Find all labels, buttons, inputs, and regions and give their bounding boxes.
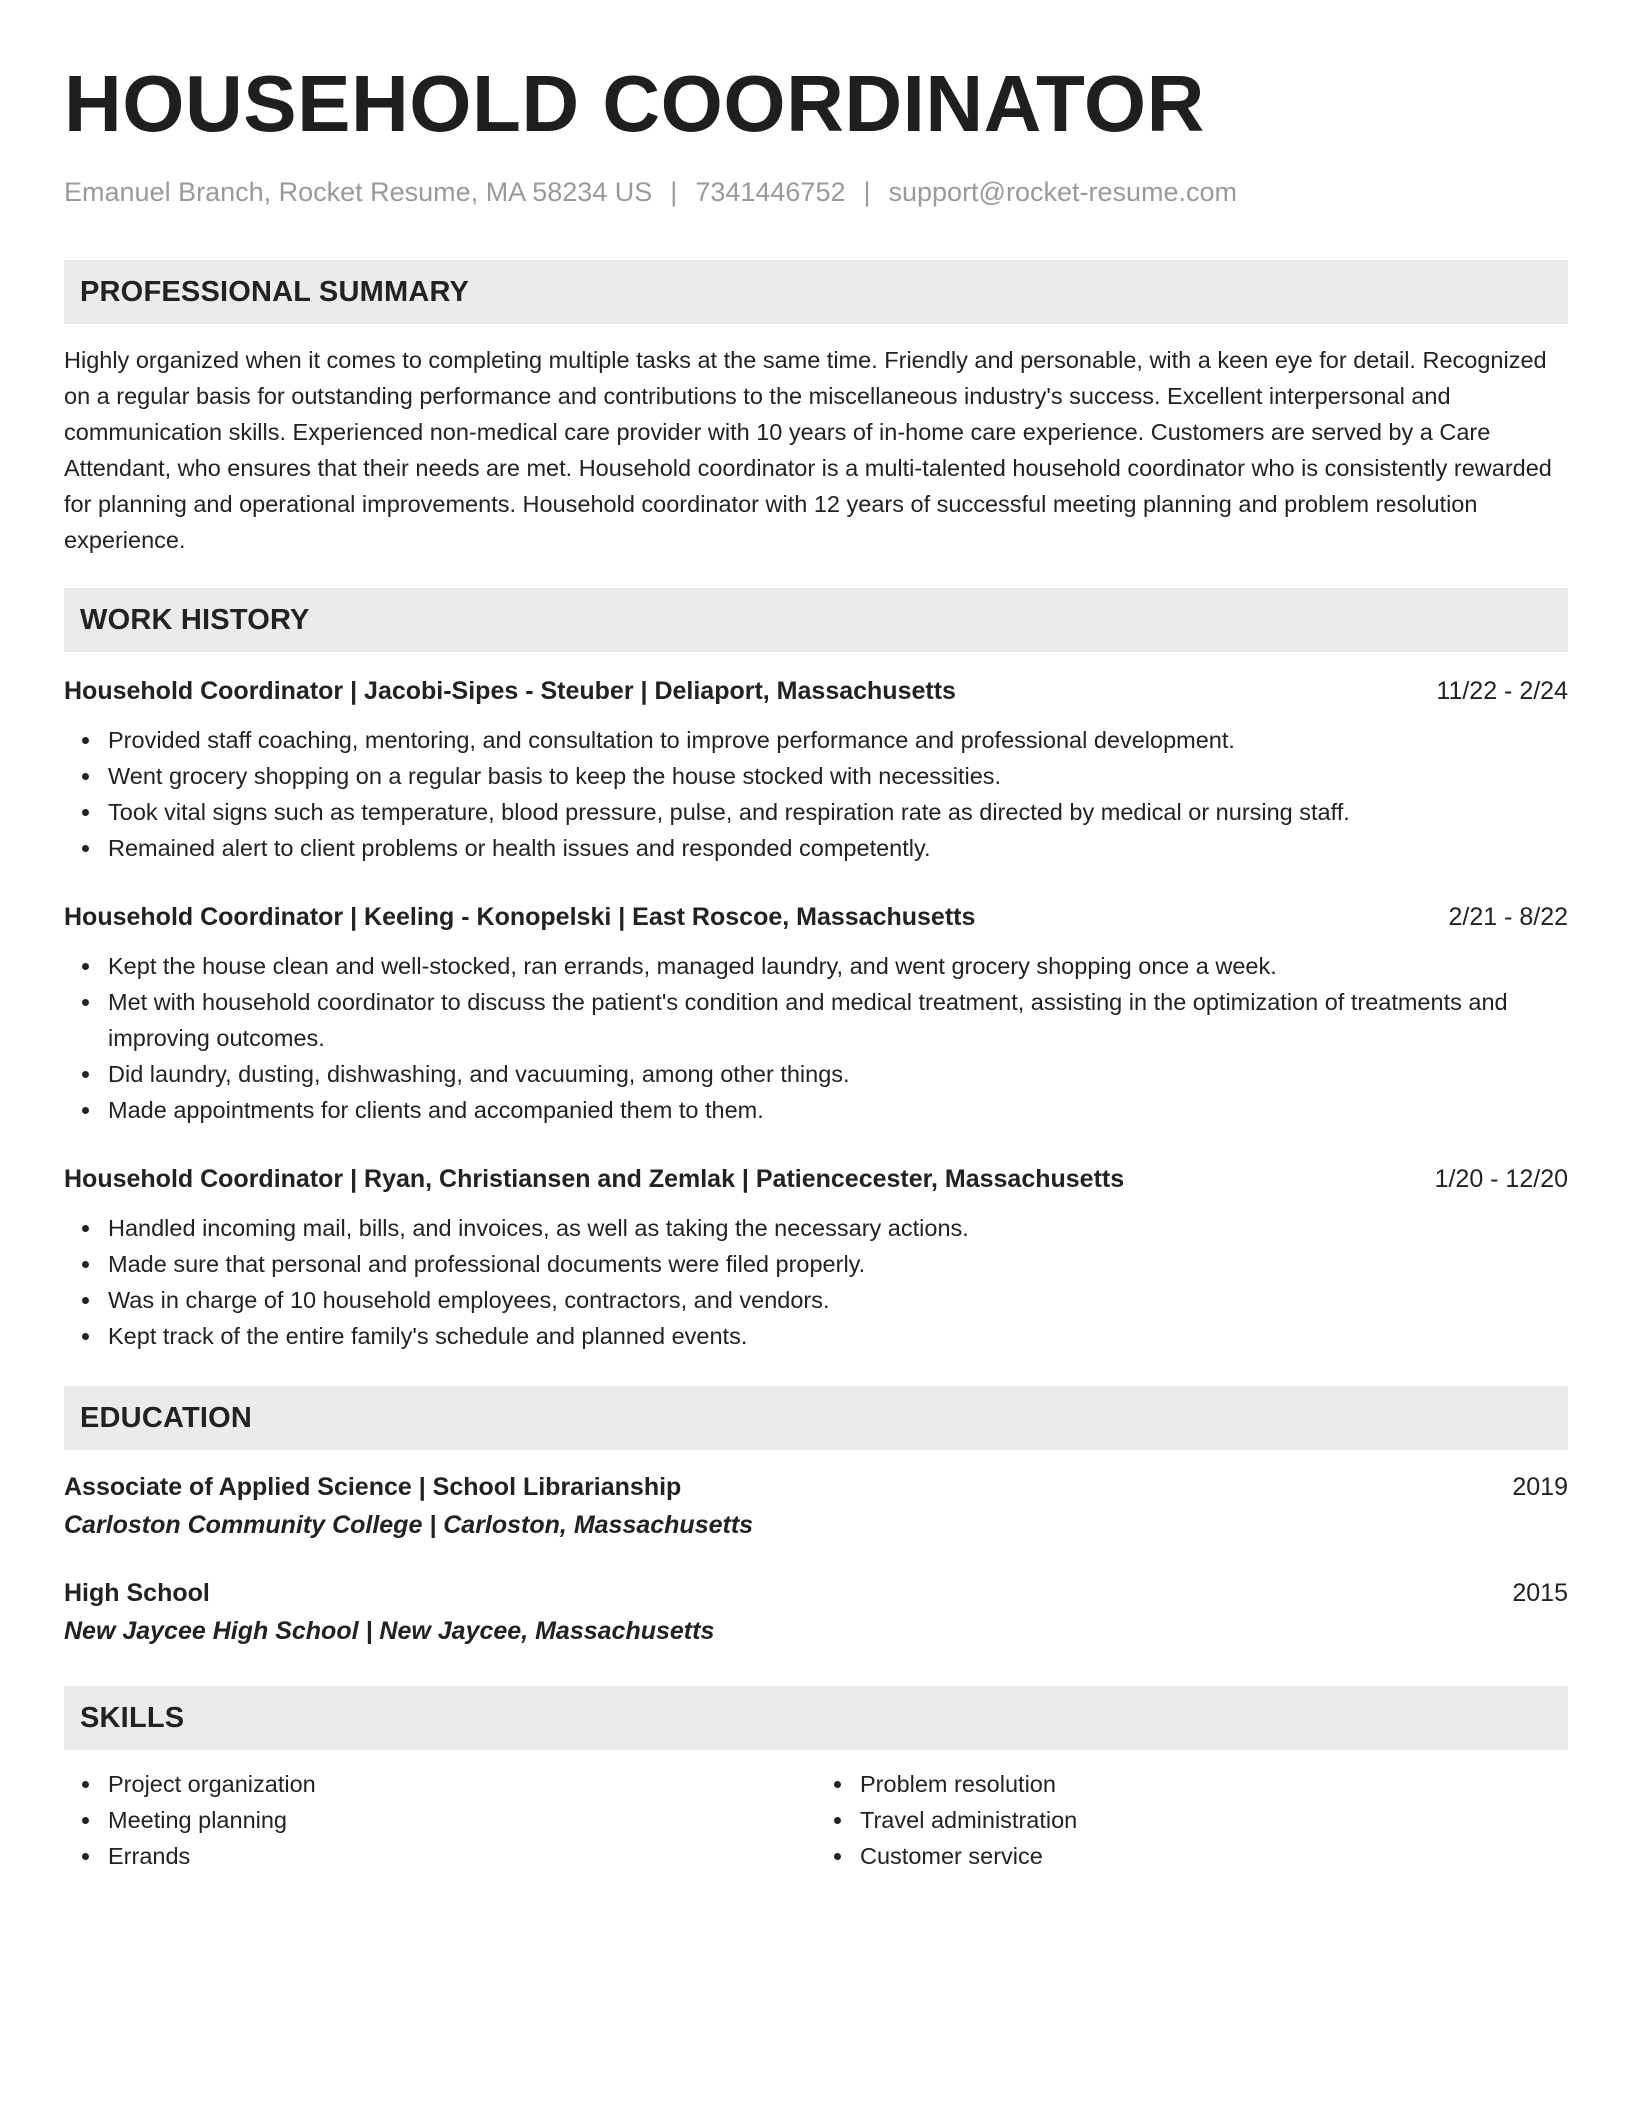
job-bullet: Remained alert to client problems or health issues and responded competently. (108, 830, 1568, 866)
skill-item: Travel administration (860, 1802, 1568, 1838)
education-school: Carloston Community College | Carloston, Massachusetts (64, 1511, 754, 1539)
job-bullet-list (64, 948, 1568, 1128)
contact-address: Emanuel Branch, Rocket Resume, MA 58234 US (64, 177, 653, 207)
job-title: Household Coordinator | Keeling - Konopelski | East Roscoe, Massachusetts (64, 903, 976, 931)
job-bullet: Went grocery shopping on a regular basis to keep the house stocked with necessities. (108, 758, 1568, 794)
job-title: Household Coordinator | Ryan, Christiansen and Zemlak | Patiencecester, Massachusetts (64, 1165, 1125, 1193)
education-entry (64, 1468, 1568, 1544)
job-header (64, 1162, 1568, 1196)
education-year: 2015 (1512, 1579, 1568, 1607)
section-heading-skills: SKILLS (64, 1686, 1568, 1750)
contact-email: support@rocket-resume.com (888, 177, 1238, 207)
job-entry (64, 674, 1568, 866)
contact-separator: | (863, 177, 871, 207)
job-bullet: Kept the house clean and well-stocked, ran errands, managed laundry, and went grocery shopping once a week. (108, 948, 1568, 984)
section-heading-work-history: WORK HISTORY (64, 588, 1568, 652)
job-dates: 11/22 - 2/24 (1436, 677, 1568, 705)
education-school: New Jaycee High School | New Jaycee, Massachusetts (64, 1617, 715, 1645)
job-header (64, 674, 1568, 708)
section-heading-education: EDUCATION (64, 1386, 1568, 1450)
resume-title: HOUSEHOLD COORDINATOR (64, 59, 1205, 148)
job-bullet: Was in charge of 10 household employees, contractors, and vendors. (108, 1282, 1568, 1318)
skills-list (64, 1766, 816, 1874)
skill-item: Customer service (860, 1838, 1568, 1874)
skills-grid (64, 1766, 1568, 1874)
job-bullet: Took vital signs such as temperature, blood pressure, pulse, and respiration rate as directed by medical or nursing staff. (108, 794, 1568, 830)
education-header (64, 1468, 1568, 1506)
skill-item: Problem resolution (860, 1766, 1568, 1802)
education-year: 2019 (1512, 1473, 1568, 1501)
contact-phone: 7341446752 (695, 177, 846, 207)
job-bullet: Provided staff coaching, mentoring, and consultation to improve performance and professional development. (108, 722, 1568, 758)
job-entry (64, 1162, 1568, 1354)
section-heading-summary: PROFESSIONAL SUMMARY (64, 260, 1568, 324)
education-entry (64, 1574, 1568, 1650)
education-degree: High School (64, 1579, 210, 1607)
job-bullet-list (64, 722, 1568, 866)
job-bullet: Met with household coordinator to discuss the patient's condition and medical treatment, assisting in the optimization of treatments and improving outcomes. (108, 984, 1568, 1056)
job-bullet: Kept track of the entire family's schedule and planned events. (108, 1318, 1568, 1354)
job-bullet: Made sure that personal and professional documents were filed properly. (108, 1246, 1568, 1282)
job-entry (64, 900, 1568, 1128)
skill-item: Project organization (108, 1766, 816, 1802)
job-dates: 2/21 - 8/22 (1448, 903, 1568, 931)
skills-column-right (816, 1766, 1568, 1874)
skills-list (816, 1766, 1568, 1874)
job-bullet: Did laundry, dusting, dishwashing, and vacuuming, among other things. (108, 1056, 1568, 1092)
job-bullet: Handled incoming mail, bills, and invoices, as well as taking the necessary actions. (108, 1210, 1568, 1246)
job-bullet: Made appointments for clients and accompanied them to them. (108, 1092, 1568, 1128)
job-title: Household Coordinator | Jacobi-Sipes - Steuber | Deliaport, Massachusetts (64, 677, 956, 705)
contact-separator: | (670, 177, 678, 207)
skills-column-left (64, 1766, 816, 1874)
education-header (64, 1574, 1568, 1612)
job-bullet-list (64, 1210, 1568, 1354)
skill-item: Errands (108, 1838, 816, 1874)
job-dates: 1/20 - 12/20 (1434, 1165, 1568, 1193)
education-degree: Associate of Applied Science | School Librarianship (64, 1473, 682, 1501)
contact-line (64, 174, 1568, 210)
skill-item: Meeting planning (108, 1802, 816, 1838)
summary-paragraph: Highly organized when it comes to completing multiple tasks at the same time. Friendly and personable, with a keen eye for detail. Recognized on a regular basis for outstanding performance and contributions to the miscellaneous industry's success. Excellent interpersonal and communication skills. Experienced non-medical care provider with 10 years of in-home care experience. Customers are served by a Care Attendant, who ensures that their needs are met. Household coordinator is a multi-talented household coordinator who is consistently rewarded for planning and operational improvements. Household coordinator with 12 years of successful meeting planning and problem resolution experience. (64, 347, 1552, 553)
job-header (64, 900, 1568, 934)
